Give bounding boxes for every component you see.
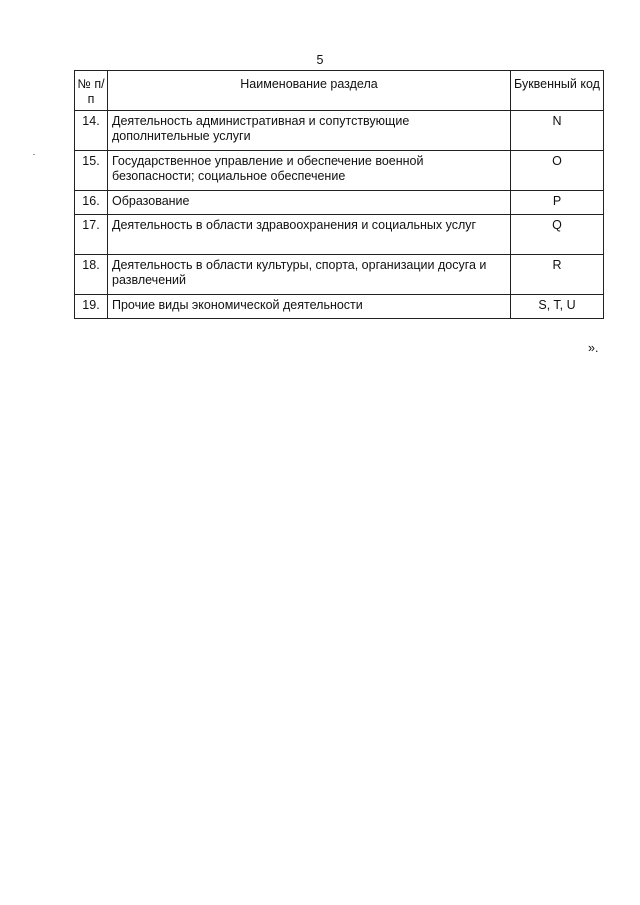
row-letter-code: N [511, 111, 604, 151]
table-row [75, 295, 604, 319]
row-number: 19. [75, 295, 108, 319]
row-letter-code: S, T, U [511, 295, 604, 319]
header-letter-code: Буквенный код [511, 71, 604, 111]
row-section-name: Деятельность в области здравоохранения и социальных услуг [108, 215, 511, 255]
row-number: 17. [75, 215, 108, 255]
header-number: № п/п [75, 71, 108, 111]
row-letter-code: P [511, 191, 604, 215]
closing-quote-mark: ». [588, 341, 599, 355]
header-section-name: Наименование раздела [108, 71, 511, 111]
row-letter-code: O [511, 151, 604, 191]
row-number: 14. [75, 111, 108, 151]
margin-speck [33, 154, 35, 155]
table-row [75, 215, 604, 255]
row-letter-code: R [511, 255, 604, 295]
row-section-name: Деятельность административная и сопутствующие дополнительные услуги [108, 111, 511, 151]
row-number: 15. [75, 151, 108, 191]
table-row [75, 111, 604, 151]
page-number: 5 [316, 53, 324, 67]
table-row [75, 151, 604, 191]
row-section-name: Государственное управление и обеспечение военной безопасности; социальное обеспечение [108, 151, 511, 191]
row-number: 18. [75, 255, 108, 295]
row-section-name: Деятельность в области культуры, спорта, организации досуга и развлечений [108, 255, 511, 295]
table-row [75, 191, 604, 215]
row-number: 16. [75, 191, 108, 215]
table-header-row [75, 71, 604, 111]
row-section-name: Прочие виды экономической деятельности [108, 295, 511, 319]
row-section-name: Образование [108, 191, 511, 215]
row-letter-code: Q [511, 215, 604, 255]
table-row [75, 255, 604, 295]
economic-sections-table [74, 70, 604, 319]
